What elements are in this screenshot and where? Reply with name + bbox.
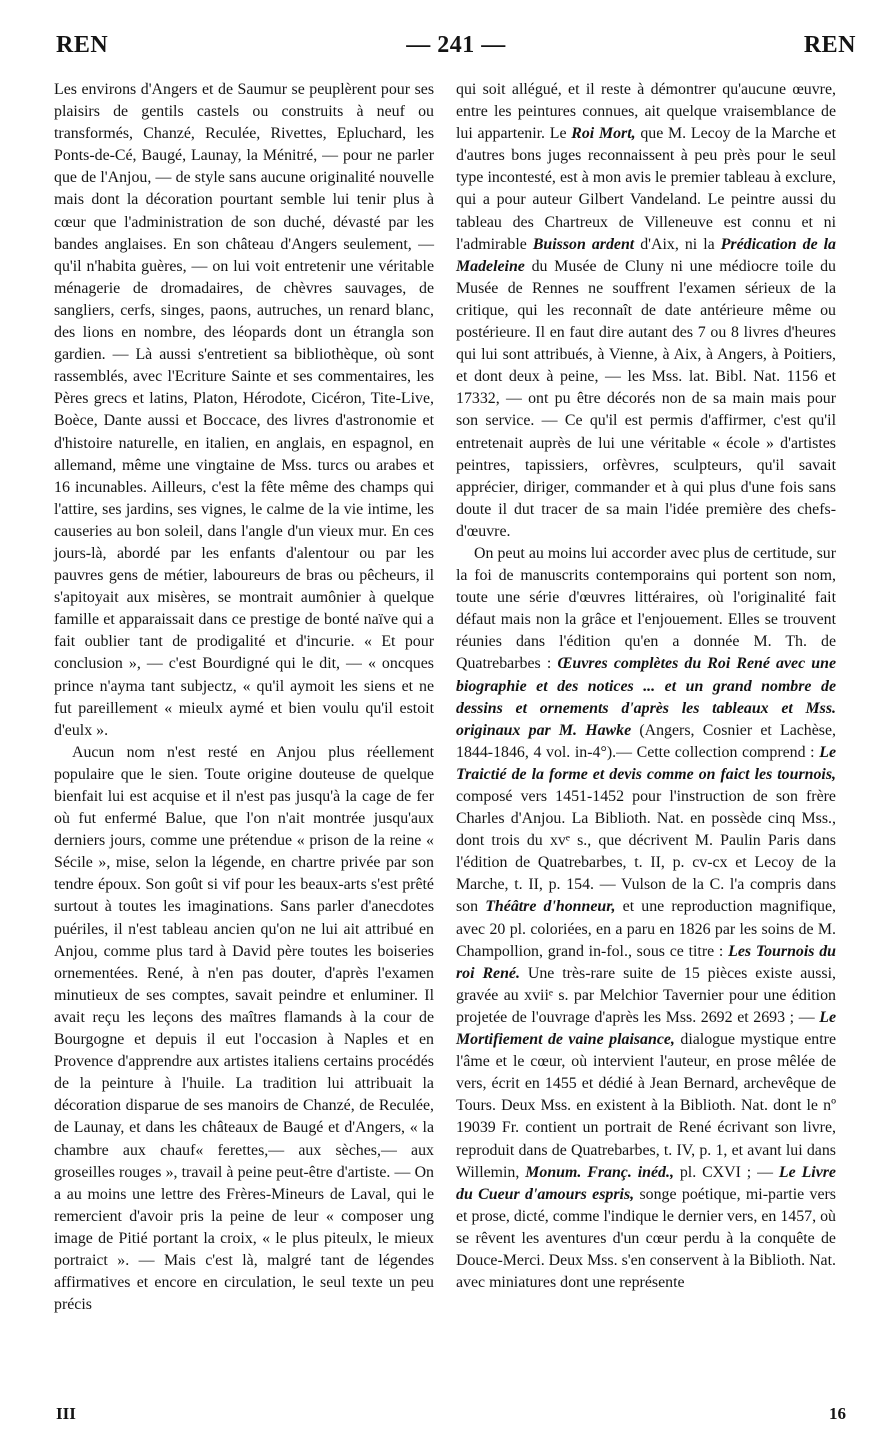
work-title: Le Livre du Cueur d'amours espris, — [456, 1163, 836, 1203]
work-title: Le Traictié de la forme et devis comme on faict les tournois, — [456, 743, 836, 783]
paragraph — [456, 79, 836, 543]
work-title: Buisson ardent — [532, 235, 635, 253]
work-title: Prédication de la Madeleine — [456, 235, 836, 275]
text-run: composé vers 1451-1452 pour l'instruction de son frère Charles d'Anjou. La Biblioth. Nat. en possède cinq Mss., dont trois du xvᵉ s., que décrivent M. Paulin Paris dans l'édition de Quatrebarbes, t. II, p. cv-cx et Lecoy de la Marche, t. II, p. 154. — Vulson de la C. l'a compris dans son — [456, 788, 836, 916]
footer-signature-left: III — [56, 1404, 76, 1423]
text-run: (Angers, Cosnier et Lachèse, 1844-1846, 4 vol. in-4°).— Cette collection comprend : — [456, 721, 837, 761]
text-run: dialogue mystique entre l'âme et le cœur, où intervient l'auteur, en prose mêlée de vers, écrit en 1455 et dédié à Jean Bernard, archevêque de Tours. Deux Mss. en existent à la Biblioth. Nat. dont le nº 19039 Fr. contient un portrait de René écrivant son livre, reproduit dans de Quatrebarbes, t. IV, p. 1, et avant lui dans Willemin, — [456, 1031, 836, 1181]
footer-signature-right: 16 — [829, 1404, 846, 1423]
right-column — [456, 79, 836, 1294]
page-footer — [56, 1404, 846, 1428]
work-title: Les Tournois du roi René. — [456, 942, 836, 982]
work-title: Roi Mort, — [571, 125, 636, 143]
text-run: d'Aix, ni la — [640, 235, 715, 253]
text-run: songe poétique, mi-partie vers et prose, dicté, comme l'indique le dernier vers, en 1457, où se rêvent les aventures d'un cœur perdu à la conquête de Douce-Merci. Deux Mss. s'en conservent à la Biblioth. Nat. avec miniatures dont une représente — [456, 1185, 836, 1292]
work-title: Théâtre d'honneur, — [485, 898, 616, 916]
paragraph: Aucun nom n'est resté en Anjou plus réellement populaire que le sien. Toute origine douteuse de quelque bienfait lui est acquise et il n'est pas jusqu'à la cage de fer où fut enfermé Balue, que l'on n'ait montrée jusqu'aux derniers jours, comme une prétendue « prison de la reine « Sécile », mise, selon la légende, en chartre privée par son tendre époux. Son goût si vif pour les beaux-arts s'est prêté surtout à toutes les imaginations. Sans parler d'anecdotes puériles, il n'est tableau ancien qu'on ne lui ait attribué en Anjou, comme plus tard à David père toutes les boiseries ornementées. René, à n'en pas douter, d'après l'examen minutieux de ses comptes, savait peindre et enluminer. Il avait reçu les leçons des maîtres flamands à la cour de Bourgogne et depuis il eut l'occasion à Naples et en Provence d'apprendre aux artistes italiens certains procédés de la peinture à l'huile. La tradition lui attribuait la décoration disparue de ses manoirs de Chanzé, de Reculée, de Launay, et dans les châteaux de Baugé et d'Angers, « la chambre aux chauf« ferettes,— aux sèches,— aux groseilles rouges », travail à peine peut-être d'artiste. — On a au moins une lettre des Frères-Mineurs de Laval, qui le remercient d'avoir pris la peine de leur « composer ung image de Pitié portant la croix, « le plus piteulx, le mieux portraict ». — Mais c'est là, malgré tant de légendes affirmatives et encore en circulation, le seul texte un peu précis — [54, 743, 434, 1314]
running-header — [56, 32, 856, 68]
paragraph: Les environs d'Angers et de Saumur se peuplèrent pour ses plaisirs de gentils castels ou construits à neuf ou transformés, Chanzé, Reculée, Rivettes, Epluchard, les Ponts-de-Cé, Baugé, Launay, la Ménitré, — pour ne parler que de l'Anjou, — de style sans aucune originalité nouvelle mais dont la décoration pourtant semble lui tenir plus à cœur que l'administration de son duché, dévasté par les bandes anglaises. En son château d'Angers seulement, — qu'il n'habita guères, — on lui voit entretenir une véritable ménagerie de dromadaires, de chèvres sauvages, de sangliers, cerfs, singes, paons, autruches, un renard blanc, des lions en nombre, des léopards dont un étrangla son gardien. — Là aussi s'entretient sa bibliothèque, où sont rassemblés, avec l'Ecriture Sainte et ses commentaires, les Pères grecs et latins, Platon, Hérodote, Cicéron, Tite-Live, Boèce, Dante aussi et Boccace, des livres d'astronomie et d'histoire naturelle, en italien, en anglais, en espagnol, en allemand, même une vingtaine de Mss. turcs ou arabes et 16 incunables. Ailleurs, c'est la fête même des champs qui l'attire, ses jardins, ses vignes, le calme de la vie intime, les causeries au bon soleil, dans l'angle d'un vieux mur. En ces jours-là, abordé par les enfants d'alentour ou par les pauvres gens de métier, laboureurs de bras ou pêcheurs, il s'apitoyait aux misères, se montrait aumônier à quelque famille et apparaissait dans ce prestige de bonté naïve qui a fait oublier tant de prodigalité et d'incurie. « Et pour conclusion », — c'est Bourdigné qui le dit, — « oncques prince n'ayma tant subjectz, « qu'il aymoit les siens et ne fut pareillement « mieulx aymé et bien voulu qu'il estoit d'eulx ». — [54, 81, 434, 739]
header-left-title: REN — [56, 32, 109, 58]
text-run: et une reproduction magnifique, avec 20 pl. coloriées, en a paru en 1826 par les soins de M. Champollion, grand in-fol., sous ce titre : — [456, 898, 836, 960]
text-run: qui soit allégué, et il reste à démontrer qu'aucune œuvre, entre les peintures connues, ait quelque vraisemblance de lui appartenir. Le — [456, 81, 836, 143]
text-run: On peut au moins lui accorder avec plus de certitude, sur la foi de manuscrits contemporains qui portent son nom, toute une série d'œuvres littéraires, où l'originalité fait défaut mais non la grâce et l'enjouement. Elles se trouvent réunies dans l'édition qu'en a donnée M. Th. de Quatrebarbes : — [456, 544, 836, 673]
header-right-title: REN — [803, 32, 856, 58]
left-column — [54, 79, 434, 1316]
work-title: Œuvres complètes du Roi René avec une biographie et des notices ... et un grand nombre de dessins et ornements d'après les tableaux et Mss. originaux par M. Hawke — [456, 655, 837, 739]
text-run: pl. CXVI ; — — [679, 1163, 774, 1181]
text-run: que M. Lecoy de la Marche et d'autres bons juges reconnaissent à peu près pour le seul type incontesté, est à mon avis le premier tableau à exclure, qui a pour auteur Gilbert Vandeland. Le peintre aussi du tableau des Chartreux de Villeneuve est connu et ni l'admirable — [456, 125, 836, 253]
work-title: Monum. Franç. inéd., — [525, 1163, 674, 1181]
text-run: Une très-rare suite de 15 pièces existe aussi, gravée au xviiᵉ s. par Melchior Tavernier pour une édition projetée de l'ouvrage d'après les Mss. 2692 et 2693 ; — — [456, 964, 836, 1026]
text-run: du Musée de Cluny ni une médiocre toile du Musée de Rennes ne souffrent l'examen sérieux de la critique, qui les reconnaît de date antérieure même ou postérieure. Il en faut dire autant des 7 ou 8 livres d'heures qui lui sont attribués, à Vienne, à Aix, à Angers, à Poitiers, et dont deux à peine, — les Mss. lat. Bibl. Nat. 1156 et 17332, — ont pu être décorés non de sa main mais pour son service. — Ce qu'il est permis d'affirmer, c'est qu'il entretenait auprès de lui une véritable « école » d'artistes peintres, tapissiers, orfèvres, sculpteurs, qu'il savait apprécier, diriger, commander et à qui plus d'une fois sans doute il dut tracer de sa main l'idée première des chefs-d'œuvre. — [456, 257, 836, 540]
work-title: Le Mortifiement de vaine plaisance, — [456, 1008, 836, 1049]
page-number: — 241 — — [406, 32, 506, 58]
paragraph — [456, 543, 836, 1294]
